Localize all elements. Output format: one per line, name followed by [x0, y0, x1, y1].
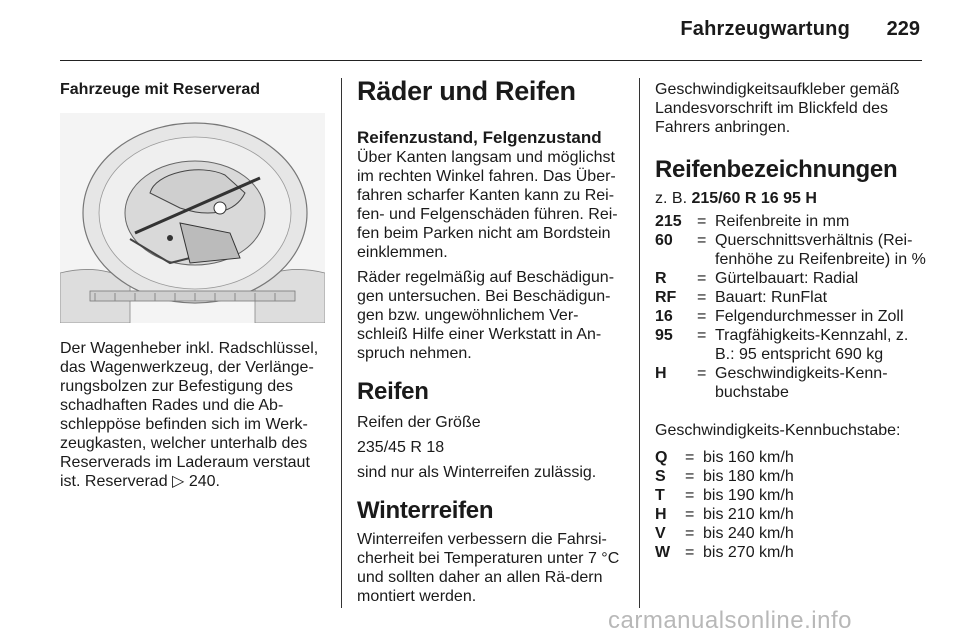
- column-right: [655, 72, 930, 562]
- spec-key: 16: [655, 308, 673, 325]
- page-number: 229: [886, 18, 920, 40]
- spec-key: R: [655, 270, 667, 287]
- speed-equals: =: [685, 506, 695, 523]
- speed-equals: =: [685, 525, 695, 542]
- speed-index-label: Geschwindigkeits-Kennbuchstabe:: [655, 422, 901, 439]
- spec-equals: =: [697, 365, 707, 382]
- column-divider-1: [341, 78, 342, 608]
- speed-equals: =: [685, 468, 695, 485]
- table-row: [655, 543, 930, 562]
- reifen-size-intro: Reifen der Größe: [357, 414, 481, 431]
- table-row: [655, 231, 930, 269]
- table-row: [655, 288, 930, 307]
- table-row: [655, 364, 930, 402]
- spec-value: Querschnittsverhältnis (Rei-fenhöhe zu Reifenbreite) in %: [715, 232, 926, 268]
- paragraph-speed-sticker: Geschwindigkeitsaufkleber gemäß Landesvorschrift im Blickfeld des Fahrers anbringen.: [655, 81, 900, 136]
- watermark-link[interactable]: carmanualsonline.info: [608, 607, 852, 634]
- caption-ref-page: 240.: [188, 473, 220, 490]
- spec-equals: =: [697, 308, 707, 325]
- table-row: [655, 212, 930, 231]
- header-rule: [60, 60, 922, 61]
- spec-equals: =: [697, 289, 707, 306]
- column-divider-2: [639, 78, 640, 608]
- table-row: [655, 326, 930, 364]
- speed-value: bis 240 km/h: [703, 525, 794, 542]
- spec-equals: =: [697, 327, 707, 344]
- column-middle: [357, 72, 625, 606]
- table-row: [655, 505, 930, 524]
- arrow-ref-icon: ▷: [172, 473, 185, 490]
- spec-equals: =: [697, 213, 707, 230]
- spec-value: Reifenbreite in mm: [715, 213, 850, 230]
- speed-index-table: [655, 448, 930, 562]
- paragraph-winter: Winterreifen verbessern die Fahrsi-cherheit bei Temperaturen unter 7 °C und sollten daher an allen Rä-dern montiert werden.: [357, 531, 620, 605]
- speed-value: bis 210 km/h: [703, 506, 794, 523]
- heading-winterreifen: Winterreifen: [357, 497, 494, 524]
- paragraph-edges: Über Kanten langsam und möglichst im rechten Winkel fahren. Das Über-fahren scharfer Kanten kann zu Rei-fen- und Felgenschäden führen. Rei-fen beim Parken nicht am Bordstein einklemmen.: [357, 149, 618, 261]
- speed-key: V: [655, 525, 666, 542]
- reifen-size-value: 235/45 R 18: [357, 439, 445, 456]
- table-row: [655, 307, 930, 326]
- spec-value: Geschwindigkeits-Kenn-buchstabe: [715, 365, 888, 401]
- example-prefix: z. B.: [655, 190, 688, 207]
- spec-key: 60: [655, 232, 673, 249]
- designation-table: [655, 212, 930, 402]
- spare-wheel-drawing: [60, 113, 325, 323]
- spec-key: H: [655, 365, 667, 382]
- spec-key: 95: [655, 327, 673, 344]
- table-row: [655, 269, 930, 288]
- reifen-size-note: sind nur als Winterreifen zulässig.: [357, 464, 597, 481]
- column-left: [60, 72, 328, 491]
- speed-equals: =: [685, 487, 695, 504]
- speed-value: bis 180 km/h: [703, 468, 794, 485]
- subheading-tyre-condition: Reifenzustand, Felgenzustand: [357, 128, 602, 147]
- speed-key: S: [655, 468, 666, 485]
- spec-equals: =: [697, 270, 707, 287]
- spec-value: Bauart: RunFlat: [715, 289, 828, 306]
- heading-reifen: Reifen: [357, 378, 429, 405]
- speed-key: W: [655, 544, 671, 561]
- spec-value: Tragfähigkeits-Kennzahl, z. B.: 95 entspricht 690 kg: [715, 327, 909, 363]
- speed-equals: =: [685, 449, 695, 466]
- table-row: [655, 486, 930, 505]
- spec-value: Felgendurchmesser in Zoll: [715, 308, 904, 325]
- page-header-title: Fahrzeugwartung: [680, 18, 850, 40]
- table-row: [655, 524, 930, 543]
- speed-equals: =: [685, 544, 695, 561]
- section-title-wheels-tyres: Räder und Reifen: [357, 76, 576, 106]
- speed-key: H: [655, 506, 667, 523]
- speed-value: bis 270 km/h: [703, 544, 794, 561]
- paragraph-inspection: Räder regelmäßig auf Beschädigun-gen untersuchen. Bei Beschädigun-gen bzw. ungewöhnlichem Ver-schleiß Hilfe einer Werkstatt in An-spruch nehmen.: [357, 269, 615, 362]
- heading-tyre-designations: Reifenbezeichnungen: [655, 156, 898, 183]
- example-value: 215/60 R 16 95 H: [691, 190, 817, 207]
- spare-wheel-illustration: [60, 113, 325, 323]
- caption-text: [60, 339, 328, 491]
- caption-body: Der Wagenheber inkl. Radschlüssel, das Wagenwerkzeug, der Verlänge-rungsbolzen zur Befestigung des schadhaften Rades und die Ab-schleppöse befinden sich im Werk-zeugkasten, welcher unterhalb des Reserverads im Laderaum verstaut ist. Reserverad: [60, 340, 319, 490]
- spec-equals: =: [697, 232, 707, 249]
- table-row: [655, 467, 930, 486]
- speed-value: bis 190 km/h: [703, 487, 794, 504]
- spec-key: 215: [655, 213, 682, 230]
- spec-value: Gürtelbauart: Radial: [715, 270, 859, 287]
- speed-key: T: [655, 487, 665, 504]
- table-row: [655, 448, 930, 467]
- speed-value: bis 160 km/h: [703, 449, 794, 466]
- spec-key: RF: [655, 289, 677, 306]
- speed-key: Q: [655, 449, 668, 466]
- example-designation: [655, 189, 930, 208]
- section-heading-spare-wheel: Fahrzeuge mit Reserverad: [60, 81, 261, 98]
